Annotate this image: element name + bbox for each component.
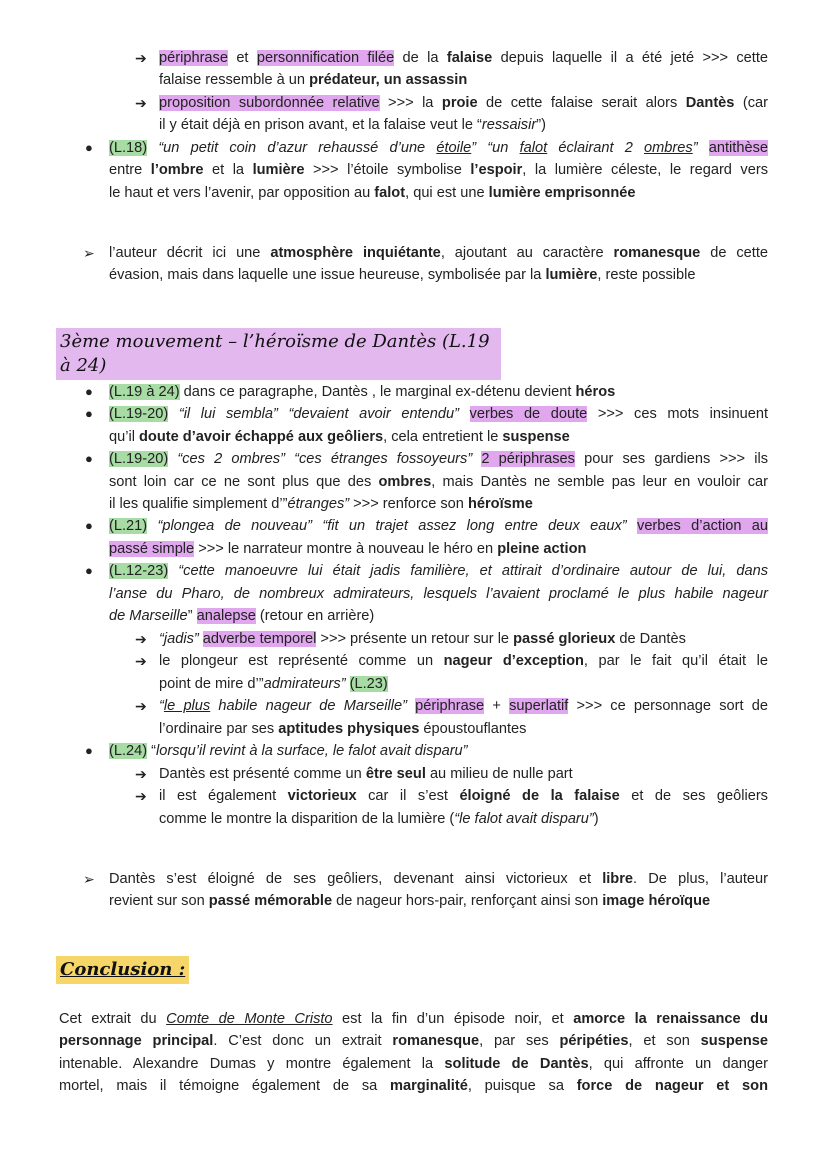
list-item: ● (L.21) “plongea de nouveau” “fit un trajet assez long entre deux eaux” verbes d’action au [109,515,768,537]
bullet-icon: ● [85,563,93,579]
triangle-arrow-icon: ➢ [83,871,95,887]
arrow-icon: ➔ [135,788,147,805]
list-item: ● (L.19 à 24) dans ce paragraphe, Dantès , le marginal ex-détenu devient héros [109,381,768,403]
arrow-item: ➔ proposition subordonnée relative >>> la proie de cette falaise serait alors Dantès (car [159,92,768,114]
arrow-item: ➔ il est également victorieux car il s’est éloigné de la falaise et de ses geôliers [159,785,768,807]
bullet-icon: ● [85,384,93,399]
arrow-icon: ➔ [135,50,147,66]
arrow-icon: ➔ [135,94,147,111]
summary-1: ➢ l’auteur décrit ici une atmosphère inquiétante, ajoutant au caractère romanesque de cette évasion, mais dans laquelle une issue heureuse, symbolisée par la lumière, reste possible [109,242,768,287]
list-item: ● (L.24) “lorsqu’il revint à la surface, le falot avait disparu” [109,740,768,762]
arrow-item-cont: falaise ressemble à un prédateur, un assassin [159,72,468,89]
arrow-icon: ➔ [135,653,147,670]
top-arrows [135,47,769,137]
list-item: ● (L.19-20) “ces 2 ombres” “ces étranges fossoyeurs” 2 périphrases pour ses gardiens >>> ils [109,448,768,470]
arrow-item: ➔ le plongeur est représenté comme un nageur d’exception, par le fait qu’il était le [159,650,768,672]
mv3-bullets: ● (L.19 à 24) dans ce paragraphe, Dantès , le marginal ex-détenu devient héros ● (L.19-20) “il lui sembla” “devaient avoir entendu” verbes de doute >>> ces mots insinuent qu’il doute d’avoir échappé aux geôliers, cela entretient le suspense ● (L.19-20) “ces 2 ombres” “ces étranges fossoyeurs” 2 périphrases pour ses gardiens >>> ils sont loin car ce ne sont plus que des ombres, mais Dantès ne semble pas leur en vouloir car il les qualifie simplement d’”étranges” >>> renforce son héroïsme ● (L.21) “plongea de nouveau” “fit un trajet assez long entre deux eaux” verbes d’action au passé simple >>> le narrateur montre à nouveau le héro en pleine action ● (L.12-23) “cette manoeuvre lui était jadis familière, et attirait d’ordinaire autour de lui, dans l’anse du Pharo, de nombreux admirateurs, lesquels l’avaient proclamé le plus habile nageur de Marseille” analepse (retour en arrière) [109,381,768,627]
conclusion-heading: Conclusion : [56,956,189,984]
conclusion-text: Cet extrait du Comte de Monte Cristo est la fin d’un épisode noir, et amorce la renaissance du personnage principal. C’est donc un extrait romanesque, par ses péripéties, et son suspense intenable. Alexandre Dumas y montre également la solitude de Dantès, qui affronte un danger mortel, mais il témoigne également de sa marginalité, puisque sa force de nageur et son [59,1011,768,1095]
bullet-L18: ● (L.18) “un petit coin d’azur rehaussé d’une étoile” “un falot éclairant 2 ombres” antithèse entre l’ombre et la lumière >>> l’étoile symbolise l’espoir, la lumière céleste, le regard vers le haut et vers l’avenir, par opposition au falot, qui est une lumière emprisonnée [109,137,768,204]
summary-2: ➢ Dantès s’est éloigné de ses geôliers, devenant ainsi victorieux et libre. De plus, l’auteur revient sur son passé mémorable de nageur hors-pair, renforçant ainsi son image héroïque [109,868,768,913]
list-item: ● (L.12-23) “cette manoeuvre lui était jadis familière, et attirait d’ordinaire autour de lui, dans [109,560,768,582]
triangle-arrow-icon: ➢ [83,245,95,261]
arrow-item: ➔ périphrase et personnification filée de la falaise depuis laquelle il a été jeté >>> cette [159,47,768,69]
mv3-sub-arrows: ➔ “jadis” adverbe temporel >>> présente un retour sur le passé glorieux de Dantès ➔ le plongeur est représenté comme un nageur d’exception, par le fait qu’il était le point de mire d’”admirateurs” (L.23) ➔ “le plus habile nageur de Marseille” périphrase + superlatif >>> ce personnage sort de l’ordinaire par ses aptitudes physiques époustouflantes [159,628,768,740]
mv3-sub-arrows-2: ➔ Dantès est présenté comme un être seul au milieu de nulle part ➔ il est également victorieux car il s’est éloigné de la falaise et de ses geôliers comme le montre la disparition de la lumière (“le falot avait disparu”) [159,763,768,830]
bullet-L24 [85,740,768,762]
arrow-item-cont: il y était déjà en prison avant, et la falaise veut le “ressaisir”) [159,117,546,134]
section-heading-3: 3ème mouvement – l’héroïsme de Dantès (L.19 à 24) [56,328,501,380]
bullet-icon: ● [85,451,93,467]
bullet-icon: ● [85,743,93,758]
arrow-icon: ➔ [135,698,147,715]
bullet-icon: ● [85,140,93,155]
list-item: ● (L.19-20) “il lui sembla” “devaient avoir entendu” verbes de doute >>> ces mots insinuent [109,403,768,425]
arrow-item: ➔ “jadis” adverbe temporel >>> présente un retour sur le passé glorieux de Dantès [159,628,768,650]
arrow-icon: ➔ [135,766,147,782]
bullet-icon: ● [85,518,93,534]
bullet-icon: ● [85,406,93,422]
arrow-icon: ➔ [135,631,147,647]
arrow-item: ➔ “le plus habile nageur de Marseille” périphrase + superlatif >>> ce personnage sort de [159,695,768,717]
arrow-item: ➔ Dantès est présenté comme un être seul au milieu de nulle part [159,763,768,785]
